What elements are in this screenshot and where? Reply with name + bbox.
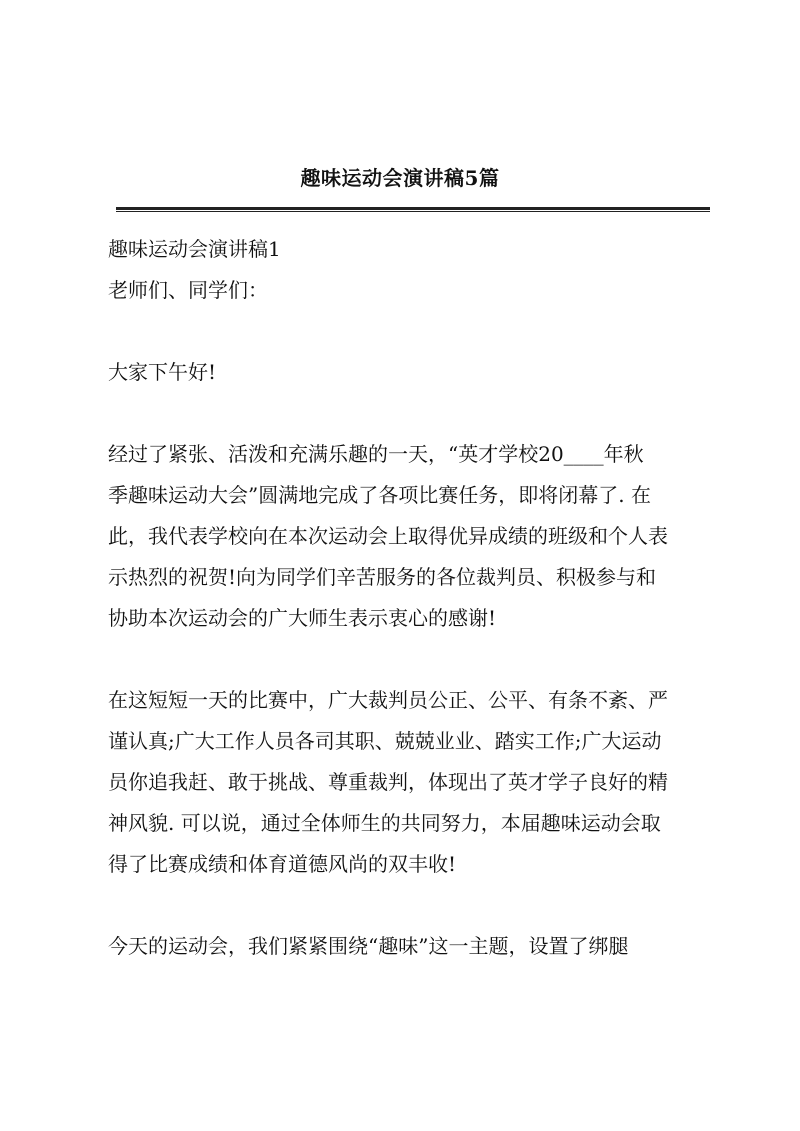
- paragraph-line: 谨认真;广大工作人员各司其职、兢兢业业、踏实工作;广大运动: [108, 729, 662, 753]
- paragraph-line: 在这短短一天的比赛中，广大裁判员公正、公平、有条不紊、严: [108, 688, 668, 712]
- paragraph-line: 此，我代表学校向在本次运动会上取得优异成绩的班级和个人表: [108, 524, 668, 548]
- paragraph-line: 季趣味运动大会”圆满地完成了各项比赛任务，即将闭幕了. 在: [108, 483, 651, 507]
- paragraph-line: 示热烈的祝贺!向为同学们辛苦服务的各位裁判员、积极参与和: [108, 565, 657, 589]
- paragraph-line: 经过了紧张、活泼和充满乐趣的一天，“英才学校20____年秋: [108, 442, 644, 466]
- paragraph-1: [108, 434, 708, 639]
- spacer: [108, 311, 708, 352]
- document-title: 趣味运动会演讲稿5篇: [300, 166, 500, 190]
- title-divider: [116, 207, 710, 212]
- section-heading: 趣味运动会演讲稿1: [108, 237, 281, 261]
- spacer: [108, 885, 708, 926]
- spacer: [108, 393, 708, 434]
- paragraph-line: 协助本次运动会的广大师生表示衷心的感谢!: [108, 606, 497, 630]
- paragraph-line: 神风貌. 可以说，通过全体师生的共同努力，本届趣味运动会取: [108, 811, 661, 835]
- spacer: [108, 639, 708, 680]
- paragraph-line: 今天的运动会，我们紧紧围绕“趣味”这一主题，设置了绑腿: [108, 934, 629, 958]
- paragraph-line: 员你追我赶、敢于挑战、尊重裁判，体现出了英才学子良好的精: [108, 770, 668, 794]
- paragraph-2: [108, 680, 708, 885]
- greeting: 大家下午好!: [108, 360, 217, 384]
- salutation: 老师们、同学们：: [108, 278, 268, 302]
- paragraph-3: [108, 926, 708, 967]
- document-body: [108, 229, 708, 967]
- paragraph-line: 得了比赛成绩和体育道德风尚的双丰收!: [108, 852, 457, 876]
